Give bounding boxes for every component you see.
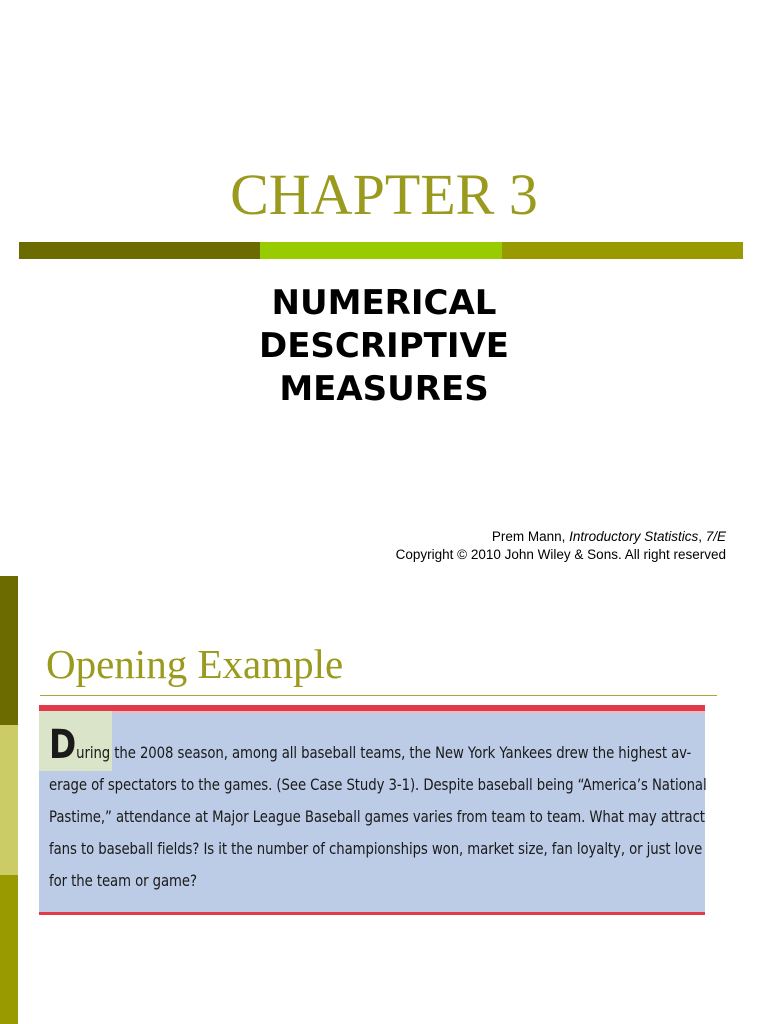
chapter-subtitle [0, 282, 768, 411]
subtitle-line: NUMERICAL [271, 283, 497, 323]
slide-title: Opening Example [46, 641, 344, 687]
text-line: fans to baseball fields? Is it the number of championships won, market size, fan loyalty, or just love [49, 839, 703, 858]
copyright-notice: Copyright © 2010 John Wiley & Sons. All right reserved [395, 547, 726, 562]
opening-example-text [49, 722, 707, 897]
side-segment-olive [0, 875, 18, 1024]
title-divider-bar [19, 242, 743, 259]
text-line: for the team or game? [49, 871, 197, 890]
divider-segment-dark [19, 242, 260, 259]
text-line: erage of spectators to the games. (See Case Study 3-1). Despite baseball being “America’s National [49, 775, 707, 794]
text-line: Pastime,” attendance at Major League Baseball games varies from team to team. What may attract [49, 807, 705, 826]
title-underline [40, 695, 717, 696]
divider-segment-olive [502, 242, 743, 259]
credit-block [396, 528, 726, 564]
subtitle-line: DESCRIPTIVE [258, 326, 510, 366]
dropcap-letter: D [49, 722, 77, 768]
side-segment-light [0, 725, 18, 874]
book-title: Introductory Statistics [569, 529, 699, 544]
credit-separator: , [698, 529, 706, 544]
divider-segment-bright [260, 242, 501, 259]
side-accent-bar [0, 576, 18, 1024]
opening-example-slide [0, 576, 768, 1024]
opening-example-box [39, 705, 705, 915]
book-edition: 7/E [705, 529, 726, 544]
text-line [49, 722, 699, 769]
side-segment-dark [0, 576, 18, 725]
text-line-content: uring the 2008 season, among all baseball teams, the New York Yankees drew the highest av- [76, 743, 692, 762]
chapter-title: CHAPTER 3 [230, 162, 538, 227]
subtitle-line: MEASURES [279, 369, 489, 409]
author-name: Prem Mann, [491, 529, 570, 544]
book-credit [396, 528, 726, 546]
box-top-stripe [39, 711, 705, 713]
